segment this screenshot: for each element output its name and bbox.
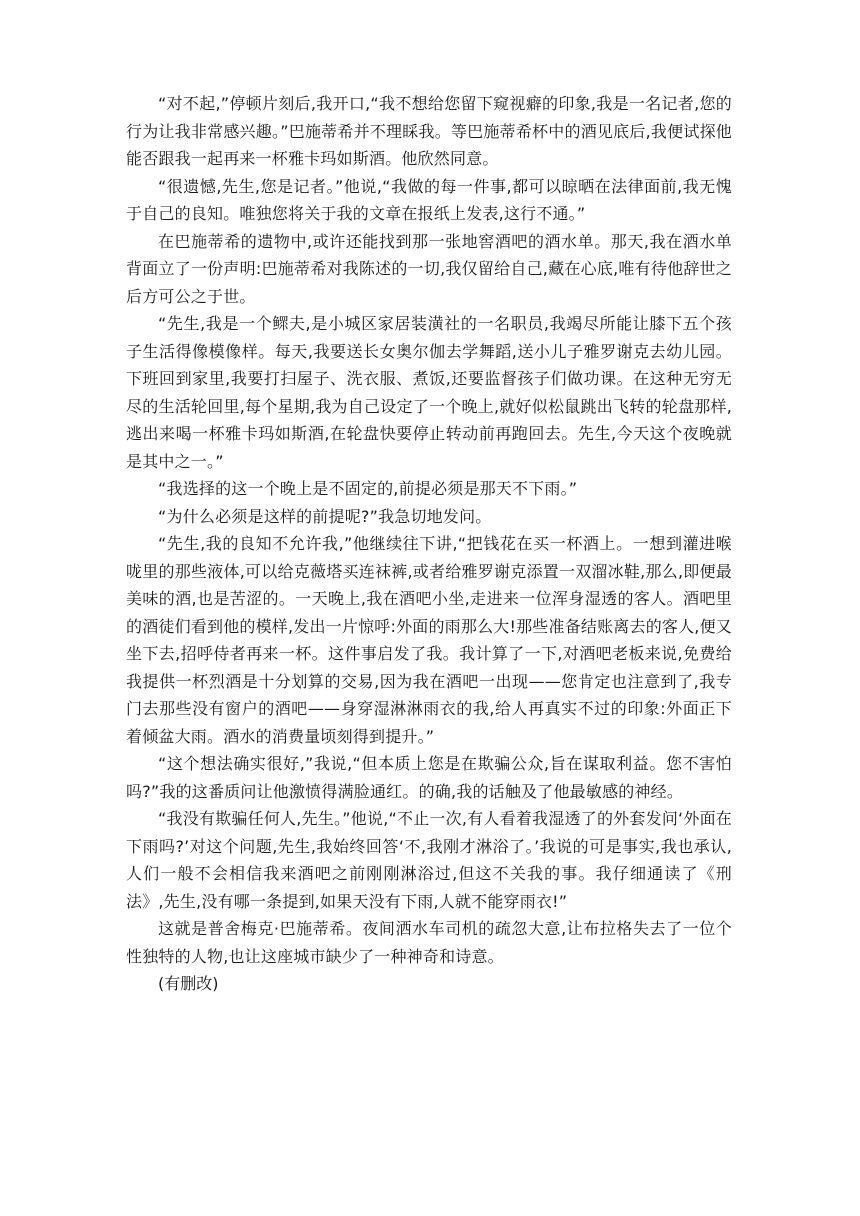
paragraph-8: “这个想法确实很好,”我说,“但本质上您是在欺骗公众,旨在谋取利益。您不害怕吗?”我的这番质问让他激愤得满脸通红。的确,我的话触及了他最敏感的神经。 — [126, 754, 732, 801]
paragraph-6: “为什么必须是这样的前提呢?”我急切地发问。 — [158, 506, 492, 526]
paragraph-1: “对不起,”停顿片刻后,我开口,“我不想给您留下窥视癖的印象,我是一名记者,您的行为让我非常感兴趣。”巴施蒂希并不理睬我。等巴施蒂希杯中的酒见底后,我便试探他能否跟我一起再来一杯雅卡玛如斯酒。他欣然同意。 — [126, 94, 732, 168]
article-body — [126, 90, 732, 998]
abridged-note: (有删改) — [158, 974, 219, 993]
paragraph-4: “先生,我是一个鳏夫,是小城区家居装潢社的一名职员,我竭尽所能让膝下五个孩子生活得像模像样。每天,我要送长女奥尔伽去学舞蹈,送小儿子雅罗谢克去幼儿园。下班回到家里,我要打扫屋子、洗衣服、煮饭,还要监督孩子们做功课。在这种无穷无尽的生活轮回里,每个星期,我为自己设定了一个晚上,就好似松鼠跳出飞转的轮盘那样,逃出来喝一杯雅卡玛如斯酒,在轮盘快要停止转动前再跑回去。先生,今天这个夜晚就是其中之一。” — [126, 314, 732, 471]
paragraph-2: “很遗憾,先生,您是记者。”他说,“我做的每一件事,都可以晾晒在法律面前,我无愧于自己的良知。唯独您将关于我的文章在报纸上发表,这行不通。” — [126, 176, 732, 223]
paragraph-5: “我选择的这一个晚上是不固定的,前提必须是那天不下雨。” — [158, 479, 578, 498]
paragraph-3: 在巴施蒂希的遗物中,或许还能找到那一张地窖酒吧的酒水单。那天,我在酒水单背面立了一份声明:巴施蒂希对我陈述的一切,我仅留给自己,藏在心底,唯有待他辞世之后方可公之于世。 — [126, 231, 732, 306]
paragraph-7: “先生,我的良知不允许我,”他继续往下讲,“把钱花在买一杯酒上。一想到灌进喉咙里的那些液体,可以给克薇塔买连袜裤,或者给雅罗谢克添置一双溜冰鞋,那么,即便最美味的酒,也是苦涩的。一天晚上,我在酒吧小坐,走进来一位浑身湿透的客人。酒吧里的酒徒们看到他的模样,发出一片惊呼:外面的雨那么大!那些准备结账离去的客人,便又坐下去,招呼侍者再来一杯。这件事启发了我。我计算了一下,对酒吧老板来说,免费给我提供一杯烈酒是十分划算的交易,因为我在酒吧一出现——您肯定也注意到了,我专门去那些没有窗户的酒吧——身穿湿淋淋雨衣的我,给人再真实不过的印象:外面正下着倾盆大雨。酒水的消费量顷刻得到提升。” — [126, 534, 732, 746]
paragraph-10: 这就是普舍梅克·巴施蒂希。夜间洒水车司机的疏忽大意,让布拉格失去了一位个性独特的人物,也让这座城市缺少了一种神奇和诗意。 — [126, 919, 732, 966]
paragraph-9: “我没有欺骗任何人,先生。”他说,“不止一次,有人看着我湿透了的外套发问‘外面在下雨吗?’对这个问题,先生,我始终回答‘不,我刚才淋浴了。’我说的可是事实,我也承认,人们一般不会相信我来酒吧之前刚刚淋浴过,但这不关我的事。我仔细通读了《刑法》,先生,没有哪一条提到,如果天没有下雨,人就不能穿雨衣!” — [126, 809, 732, 911]
